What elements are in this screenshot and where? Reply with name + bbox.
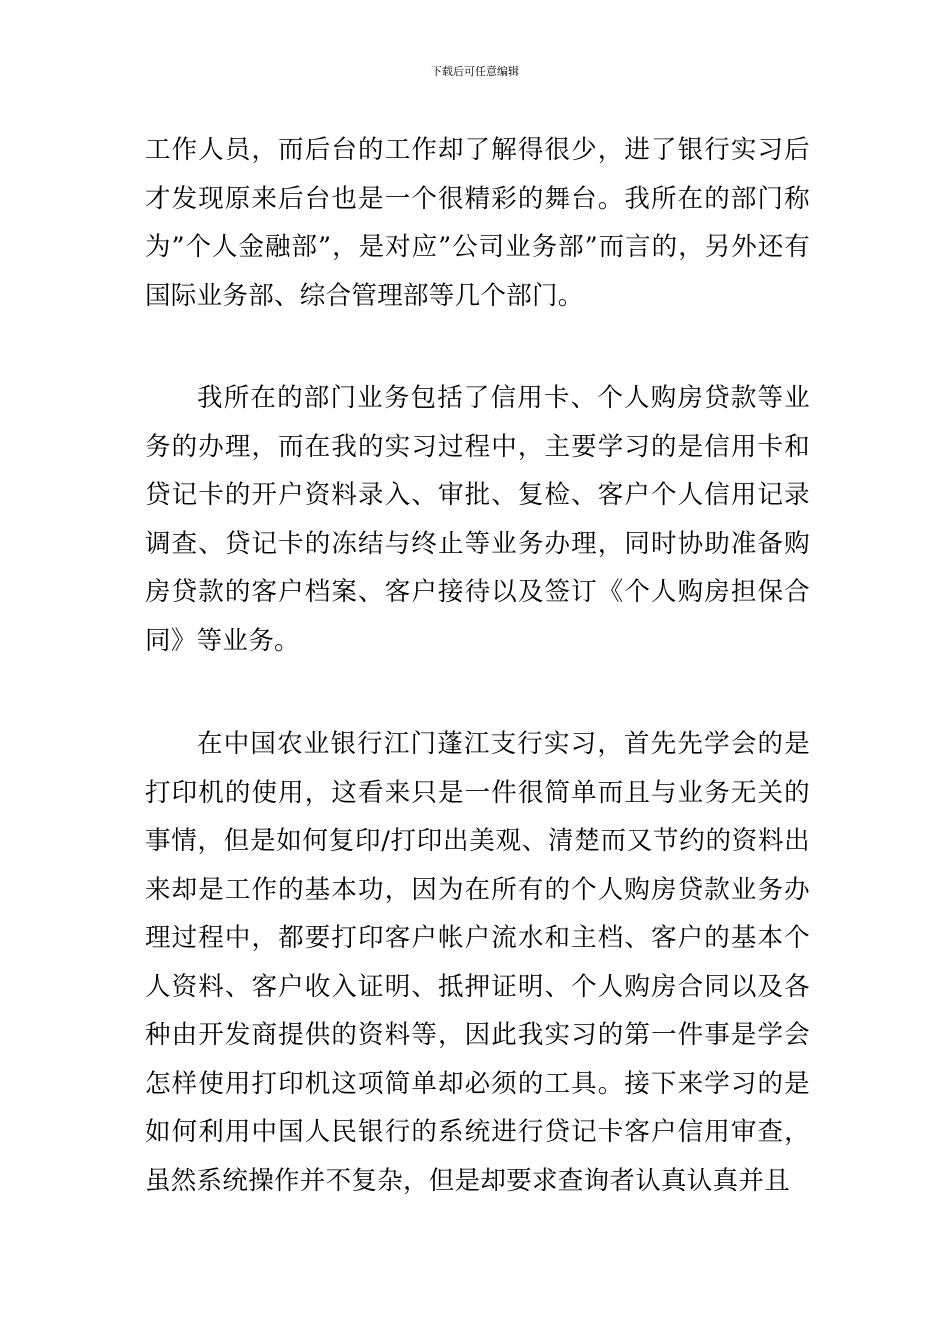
paragraph-3: 在中国农业银行江门蓬江支行实习，首先先学会的是打印机的使用，这看来只是一件很简单而且与业务无关的事情，但是如何复印/打印出美观、清楚而又节约的资料出来却是工作的基本功，因为在所有的个人购房贷款业务办理过程中，都要打印客户帐户流水和主档、客户的基本个人资料、客户收入证明、抵押证明、个人购房合同以及各种由开发商提供的资料等，因此我实习的第一件事是学会怎样使用打印机这项简单却必须的工具。接下来学习的是如何利用中国人民银行的系统进行贷记卡客户信用审查，虽然系统操作并不复杂，但是却要求查询者认真认真并且 xyxy=(145,729,810,1196)
paragraph-2: 我所在的部门业务包括了信用卡、个人购房贷款等业务的办理，而在我的实习过程中，主要学习的是信用卡和贷记卡的开户资料录入、审批、复检、客户个人信用记录调查、贷记卡的冻结与终止等业务办理，同时协助准备购房贷款的客户档案、客户接待以及签订《个人购房担保合同》等业务。 xyxy=(145,383,810,656)
page-header: 下载后可任意编辑 xyxy=(431,65,519,78)
paragraph-1: 工作人员，而后台的工作却了解得很少，进了银行实习后才发现原来后台也是一个很精彩的舞台。我所在的部门称为”个人金融部”，是对应”公司业务部”而言的，另外还有国际业务部、综合管理部等几个部门。 xyxy=(145,135,810,311)
